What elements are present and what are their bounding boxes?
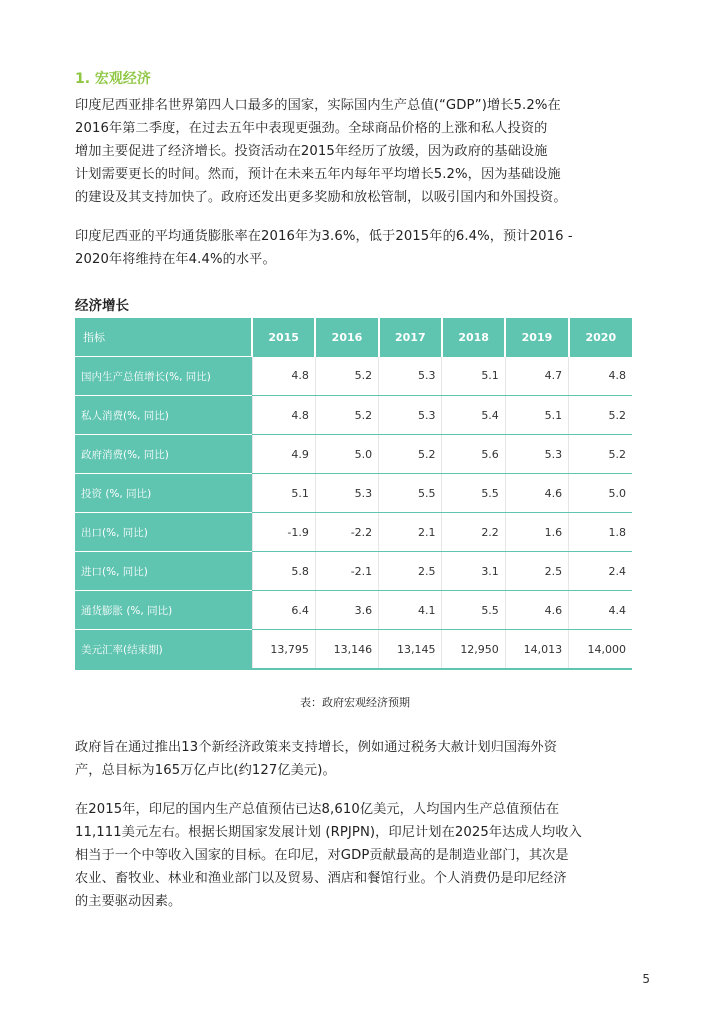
table-cell: 3.1 xyxy=(442,552,505,591)
table-cell: 4.8 xyxy=(252,357,315,396)
table-cell: 5.2 xyxy=(569,396,632,435)
table-cell: 5.4 xyxy=(442,396,505,435)
table-cell: 6.4 xyxy=(252,591,315,630)
table-cell: 4.7 xyxy=(505,357,568,396)
table-cell: 5.6 xyxy=(442,435,505,474)
table-header-year: 2016 xyxy=(315,318,378,357)
paragraph-inflation xyxy=(75,225,635,271)
paragraph-line: 2020年将维持在年4.4%的水平。 xyxy=(75,252,276,267)
paragraph-policy xyxy=(75,736,635,782)
table-cell: 4.6 xyxy=(505,474,568,513)
row-label: 投资 (%, 同比) xyxy=(75,474,252,513)
paragraph-gdp-growth xyxy=(75,94,635,209)
table-cell: 5.3 xyxy=(379,357,442,396)
row-label: 私人消费(%, 同比) xyxy=(75,396,252,435)
table-cell: 4.9 xyxy=(252,435,315,474)
paragraph-line: 11,111美元左右。根据长期国家发展计划 (RPJPN)，印尼计划在2025年达成人均收入 xyxy=(75,825,582,840)
table-cell: 5.8 xyxy=(252,552,315,591)
paragraph-line: 的建设及其支持加快了。政府还发出更多奖励和放松管制，以吸引国内和外国投资。 xyxy=(75,190,567,205)
table-cell: 5.0 xyxy=(315,435,378,474)
table-cell: -2.2 xyxy=(315,513,378,552)
document-page xyxy=(75,68,635,913)
table-cell: 4.1 xyxy=(379,591,442,630)
table-cell: 4.8 xyxy=(569,357,632,396)
table-cell: 4.6 xyxy=(505,591,568,630)
table-header-year: 2019 xyxy=(505,318,568,357)
row-label: 美元汇率(结束期) xyxy=(75,630,252,670)
table-header-year: 2015 xyxy=(252,318,315,357)
paragraph-line: 2016年第二季度，在过去五年中表现更强劲。全球商品价格的上涨和私人投资的 xyxy=(75,121,548,136)
table-cell: 5.2 xyxy=(315,357,378,396)
table-header-year: 2017 xyxy=(379,318,442,357)
row-label: 进口(%, 同比) xyxy=(75,552,252,591)
table-row xyxy=(75,474,632,513)
table-cell: -1.9 xyxy=(252,513,315,552)
paragraph-gdp-2015 xyxy=(75,798,635,913)
table-title: 经济增长 xyxy=(75,298,129,314)
table-cell: 5.5 xyxy=(442,591,505,630)
paragraph-line: 政府旨在通过推出13个新经济政策来支持增长，例如通过税务大赦计划归国海外资 xyxy=(75,740,558,755)
page-number: 5 xyxy=(642,972,650,986)
row-label: 出口(%, 同比) xyxy=(75,513,252,552)
table-cell: 5.2 xyxy=(569,435,632,474)
table-cell: 5.3 xyxy=(505,435,568,474)
row-label: 通货膨胀 (%, 同比) xyxy=(75,591,252,630)
paragraph-line: 计划需要更长的时间。然而，预计在未来五年内每年平均增长5.2%，因为基础设施 xyxy=(75,167,561,182)
table-row xyxy=(75,552,632,591)
table-cell: 2.2 xyxy=(442,513,505,552)
table-row xyxy=(75,513,632,552)
table-cell: 5.1 xyxy=(505,396,568,435)
table-cell: 5.1 xyxy=(442,357,505,396)
table-cell: 1.8 xyxy=(569,513,632,552)
table-cell: 3.6 xyxy=(315,591,378,630)
row-label: 政府消费(%, 同比) xyxy=(75,435,252,474)
table-caption: 表：政府宏观经济预期 xyxy=(300,696,410,709)
table-cell: 1.6 xyxy=(505,513,568,552)
table-cell: 4.8 xyxy=(252,396,315,435)
table-row xyxy=(75,435,632,474)
row-label: 国内生产总值增长(%, 同比) xyxy=(75,357,252,396)
paragraph-line: 的主要驱动因素。 xyxy=(75,894,182,909)
section-title: 1. 宏观经济 xyxy=(75,71,151,87)
table-cell: 5.3 xyxy=(379,396,442,435)
table-header-indicator: 指标 xyxy=(75,318,252,357)
table-cell: 13,795 xyxy=(252,630,315,670)
table-cell: 2.5 xyxy=(379,552,442,591)
table-header-row xyxy=(75,318,632,357)
table-cell: 5.1 xyxy=(252,474,315,513)
table-row xyxy=(75,357,632,396)
paragraph-line: 产，总目标为165万亿卢比(约127亿美元)。 xyxy=(75,763,336,778)
table-cell: 13,145 xyxy=(379,630,442,670)
paragraph-line: 农业、畜牧业、林业和渔业部门以及贸易、酒店和餐馆行业。个人消费仍是印尼经济 xyxy=(75,871,567,886)
table-cell: 14,013 xyxy=(505,630,568,670)
table-cell: 5.0 xyxy=(569,474,632,513)
table-row xyxy=(75,591,632,630)
table-cell: 14,000 xyxy=(569,630,632,670)
table-cell: 5.5 xyxy=(379,474,442,513)
table-cell: 5.3 xyxy=(315,474,378,513)
paragraph-line: 增加主要促进了经济增长。投资活动在2015年经历了放缓，因为政府的基础设施 xyxy=(75,144,548,159)
paragraph-line: 相当于一个中等收入国家的目标。在印尼，对GDP贡献最高的是制造业部门，其次是 xyxy=(75,848,569,863)
table-cell: -2.1 xyxy=(315,552,378,591)
table-header-year: 2018 xyxy=(442,318,505,357)
table-cell: 5.5 xyxy=(442,474,505,513)
table-row xyxy=(75,396,632,435)
economic-growth-table xyxy=(75,318,632,670)
table-cell: 13,146 xyxy=(315,630,378,670)
table-cell: 5.2 xyxy=(379,435,442,474)
table-cell: 5.2 xyxy=(315,396,378,435)
paragraph-line: 印度尼西亚排名世界第四人口最多的国家，实际国内生产总值(“GDP”)增长5.2%在 xyxy=(75,98,561,113)
table-cell: 12,950 xyxy=(442,630,505,670)
table-header-year: 2020 xyxy=(569,318,632,357)
paragraph-line: 在2015年，印尼的国内生产总值预估已达8,610亿美元，人均国内生产总值预估在 xyxy=(75,802,560,817)
table-row xyxy=(75,630,632,670)
paragraph-line: 印度尼西亚的平均通货膨胀率在2016年为3.6%，低于2015年的6.4%，预计2016 - xyxy=(75,229,573,244)
table-cell: 4.4 xyxy=(569,591,632,630)
table-cell: 2.1 xyxy=(379,513,442,552)
table-cell: 2.5 xyxy=(505,552,568,591)
table-cell: 2.4 xyxy=(569,552,632,591)
